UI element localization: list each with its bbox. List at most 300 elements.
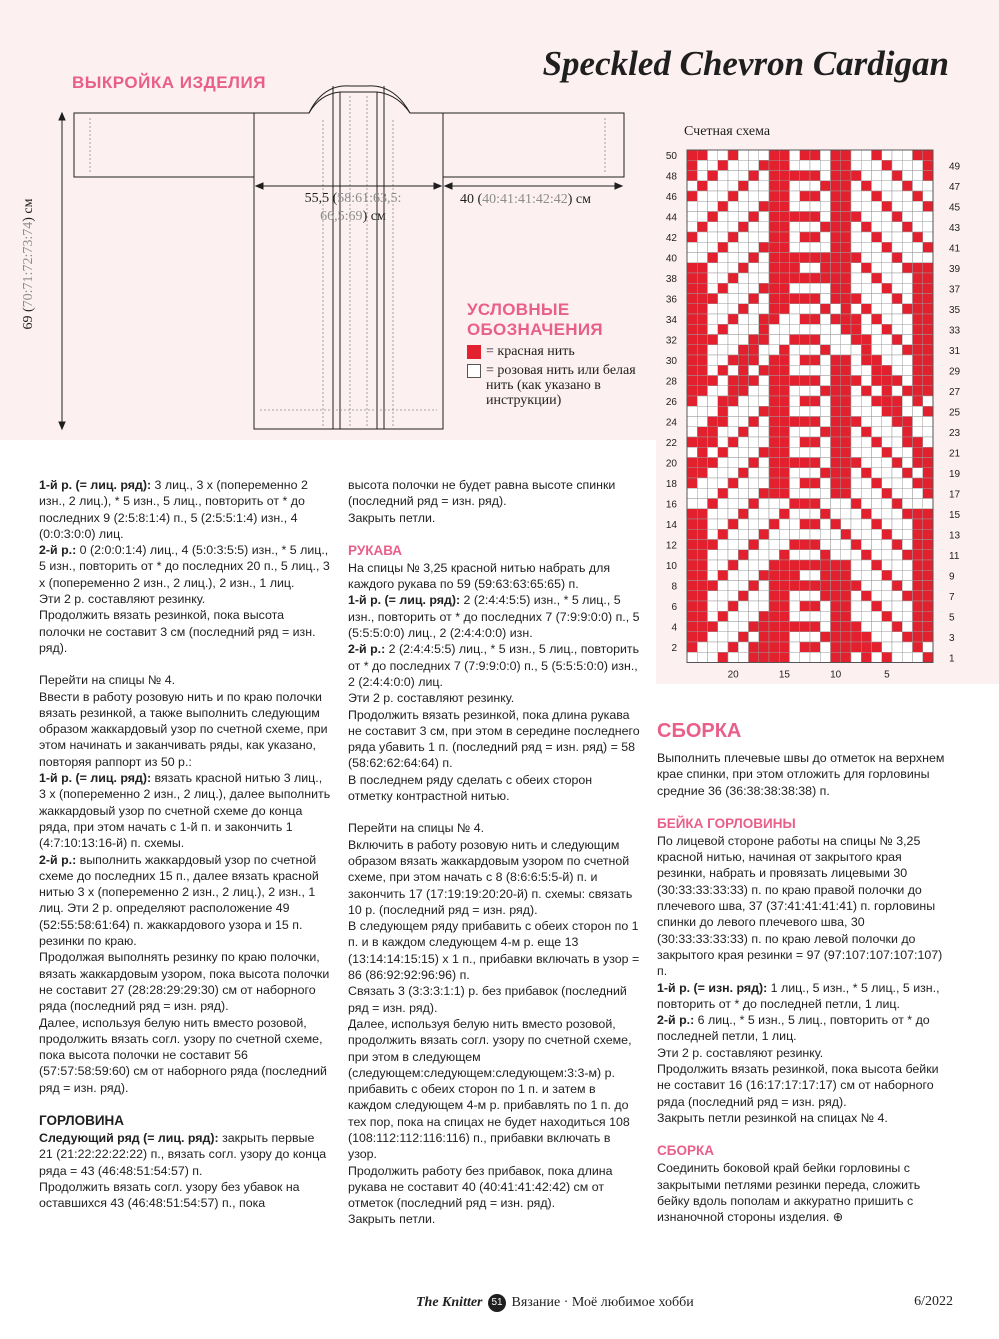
chart-cell (769, 160, 779, 170)
chart-cell (738, 447, 748, 457)
chart-row-label: 26 (665, 397, 677, 409)
chart-cell (831, 396, 841, 406)
chart-row-label: 44 (665, 212, 677, 224)
chart-cell (749, 499, 759, 509)
chart-cell (708, 376, 718, 386)
chart-row-label: 24 (665, 417, 677, 429)
chart-cell (851, 642, 861, 652)
chart-cell (882, 417, 892, 427)
chart-cell (913, 242, 923, 252)
chart-cell (779, 283, 789, 293)
chart-cell (872, 355, 882, 365)
chart-cell (810, 314, 820, 324)
chart-cell (923, 509, 933, 519)
chart-cell (810, 611, 820, 621)
chart-cell (923, 642, 933, 652)
chart-cell (769, 468, 779, 478)
chart-cell (831, 314, 841, 324)
chart-cell (841, 458, 851, 468)
chart-cell (851, 458, 861, 468)
chart-cell (902, 560, 912, 570)
chart-cell (749, 201, 759, 211)
chart-cell (892, 478, 902, 488)
chart-cell (697, 273, 707, 283)
chart-cell (913, 499, 923, 509)
chart-cell (841, 335, 851, 345)
chart-cell (728, 406, 738, 416)
chart-cell (851, 201, 861, 211)
chart-cell (697, 365, 707, 375)
chart-cell (759, 550, 769, 560)
chart-cell (708, 314, 718, 324)
chart-cell (687, 396, 697, 406)
chart-cell (697, 181, 707, 191)
chart-cell (831, 304, 841, 314)
chart-cell (718, 396, 728, 406)
chart-cell (749, 273, 759, 283)
chart-cell (902, 427, 912, 437)
chart-cell (851, 160, 861, 170)
chart-cell (913, 529, 923, 539)
chart-cell (697, 242, 707, 252)
chart-cell (759, 488, 769, 498)
chart-cell (810, 355, 820, 365)
chart-cell (708, 160, 718, 170)
chart-cell (728, 171, 738, 181)
chart-row-label: 42 (665, 233, 677, 245)
chart-cell (790, 622, 800, 632)
chart-cell (769, 570, 779, 580)
chart-cell (902, 324, 912, 334)
chart-cell (738, 273, 748, 283)
chart-cell (872, 232, 882, 242)
chart-cell (728, 242, 738, 252)
chart-cell (687, 253, 697, 263)
chart-row-label: 50 (665, 151, 677, 163)
chart-cell (913, 396, 923, 406)
chart-cell (738, 324, 748, 334)
chart-cell (841, 181, 851, 191)
chart-cell (718, 314, 728, 324)
chart-cell (851, 386, 861, 396)
chart-cell (882, 345, 892, 355)
chart-cell (769, 509, 779, 519)
chart-cell (872, 550, 882, 560)
chart-cell (687, 468, 697, 478)
chart-cell (738, 529, 748, 539)
chart-cell (800, 181, 810, 191)
chart-cell (790, 263, 800, 273)
chart-cell (759, 529, 769, 539)
chart-cell (769, 591, 779, 601)
chart-cell (851, 283, 861, 293)
chart-cell (749, 335, 759, 345)
chart-cell (902, 417, 912, 427)
chart-cell (779, 437, 789, 447)
chart-cell (800, 376, 810, 386)
chart-row-label: 35 (949, 304, 961, 316)
chart-cell (738, 160, 748, 170)
chart-cell (697, 345, 707, 355)
chart-cell (769, 622, 779, 632)
chart-row-label: 11 (949, 550, 960, 562)
chart-cell (820, 232, 830, 242)
chart-row-label: 46 (665, 192, 677, 204)
chart-cell (810, 458, 820, 468)
chart-cell (892, 550, 902, 560)
chart-cell (892, 324, 902, 334)
chart-cell (708, 191, 718, 201)
chart-cell (831, 253, 841, 263)
chart-cell (749, 447, 759, 457)
chart-cell (923, 406, 933, 416)
chart-cell (810, 324, 820, 334)
chart-cell (810, 242, 820, 252)
chart-cell (790, 499, 800, 509)
chart-cell (769, 253, 779, 263)
chart-cell (831, 222, 841, 232)
chart-cell (728, 365, 738, 375)
chart-cell (902, 242, 912, 252)
chart-cell (708, 304, 718, 314)
chart-cell (902, 253, 912, 263)
chart-cell (708, 540, 718, 550)
chart-cell (820, 417, 830, 427)
chart-cell (841, 386, 851, 396)
chart-cell (810, 509, 820, 519)
chart-cell (687, 283, 697, 293)
footer-brand: The Knitter 51 Вязание · Моё любимое хобби (416, 1295, 694, 1311)
chart-cell (913, 488, 923, 498)
chart-cell (749, 540, 759, 550)
chart-cell (728, 447, 738, 457)
chart-cell (800, 447, 810, 457)
chart-cell (718, 560, 728, 570)
chart-cell (708, 509, 718, 519)
chart-cell (800, 437, 810, 447)
chart-cell (728, 591, 738, 601)
chart-cell (913, 611, 923, 621)
chart-cell (708, 488, 718, 498)
chart-cell (687, 201, 697, 211)
chart-cell (759, 437, 769, 447)
chart-cell (769, 201, 779, 211)
chart-cell (882, 160, 892, 170)
chart-cell (861, 427, 871, 437)
chart-cell (820, 150, 830, 160)
chart-cell (749, 406, 759, 416)
chart-cell (892, 519, 902, 529)
chart-cell (861, 529, 871, 539)
chart-cell (728, 601, 738, 611)
chart-cell (831, 581, 841, 591)
chart-cell (872, 591, 882, 601)
chart-cell (902, 304, 912, 314)
chart-cell (718, 529, 728, 539)
chart-cell (800, 591, 810, 601)
chart-cell (779, 324, 789, 334)
chart-cell (697, 232, 707, 242)
chart-cell (759, 191, 769, 201)
chart-cell (923, 263, 933, 273)
chart-cell (820, 406, 830, 416)
chart-cell (831, 283, 841, 293)
chart-cell (902, 488, 912, 498)
chart-cell (800, 160, 810, 170)
chart-cell (841, 468, 851, 478)
chart-row-label: 7 (949, 591, 955, 603)
chart-cell (923, 212, 933, 222)
chart-cell (708, 181, 718, 191)
chart-cell (831, 509, 841, 519)
chart-cell (902, 437, 912, 447)
chart-cell (800, 283, 810, 293)
chart-cell (923, 601, 933, 611)
chart-cell (769, 488, 779, 498)
chart-cell (841, 427, 851, 437)
chart-cell (738, 550, 748, 560)
chart-cell (728, 181, 738, 191)
chart-cell (841, 570, 851, 580)
chart-cell (738, 417, 748, 427)
chart-cell (831, 150, 841, 160)
chart-cell (810, 386, 820, 396)
chart-cell (687, 335, 697, 345)
chart-cell (913, 191, 923, 201)
chart-cell (779, 181, 789, 191)
chart-cell (749, 591, 759, 601)
chart-cell (697, 458, 707, 468)
chart-cell (790, 570, 800, 580)
chart-cell (687, 273, 697, 283)
chart-cell (841, 550, 851, 560)
chart-cell (892, 437, 902, 447)
chart-cell (779, 601, 789, 611)
chart-cell (790, 406, 800, 416)
chart-cell (790, 417, 800, 427)
chart-cell (913, 232, 923, 242)
chart-cell (790, 212, 800, 222)
chart-cell (841, 581, 851, 591)
chart-cell (790, 632, 800, 642)
chart-cell (820, 550, 830, 560)
chart-cell (872, 652, 882, 662)
chart-cell (831, 232, 841, 242)
chart-cell (851, 509, 861, 519)
chart-cell (749, 314, 759, 324)
chart-cell (851, 304, 861, 314)
chart-cell (800, 171, 810, 181)
chart-cell (841, 396, 851, 406)
chart-cell (779, 171, 789, 181)
chart-cell (872, 458, 882, 468)
chart-cell (800, 253, 810, 263)
chart-row-label: 2 (671, 643, 677, 655)
chart-cell (708, 273, 718, 283)
chart-cell (872, 560, 882, 570)
chart-cell (769, 427, 779, 437)
chart-cell (759, 540, 769, 550)
chart-cell (882, 314, 892, 324)
chart-cell (708, 283, 718, 293)
chart-cell (769, 150, 779, 160)
chart-cell (697, 253, 707, 263)
chart-stitch-label: 5 (884, 669, 890, 681)
chart-cell (810, 335, 820, 345)
chart-cell (779, 376, 789, 386)
chart-cell (892, 447, 902, 457)
chart-cell (779, 642, 789, 652)
chart-cell (687, 642, 697, 652)
chart-cell (708, 427, 718, 437)
chart-cell (697, 591, 707, 601)
chart-row-label: 17 (949, 489, 961, 501)
chart-cell (841, 273, 851, 283)
chart-cell (718, 242, 728, 252)
chart-cell (708, 263, 718, 273)
chart-cell (728, 222, 738, 232)
chart-cell (708, 437, 718, 447)
chart-cell (687, 550, 697, 560)
chart-cell (790, 283, 800, 293)
chart-cell (790, 253, 800, 263)
chart-cell (738, 601, 748, 611)
chart-cell (728, 550, 738, 560)
chart-cell (851, 263, 861, 273)
chart-cell (902, 529, 912, 539)
chart-cell (708, 324, 718, 334)
chart-row-label: 1 (949, 653, 955, 665)
chart-cell (728, 611, 738, 621)
chart-cell (861, 570, 871, 580)
chart-cell (882, 396, 892, 406)
chart-cell (841, 283, 851, 293)
chart-cell (769, 304, 779, 314)
chart-cell (800, 386, 810, 396)
chart-cell (708, 406, 718, 416)
chart-cell (687, 386, 697, 396)
chart-cell (831, 468, 841, 478)
chart-cell (718, 519, 728, 529)
chart-cell (872, 488, 882, 498)
chart-cell (769, 652, 779, 662)
chart-cell (913, 417, 923, 427)
chart-cell (841, 488, 851, 498)
chart-cell (820, 509, 830, 519)
chart-cell (810, 304, 820, 314)
chart-cell (913, 406, 923, 416)
chart-cell (738, 263, 748, 273)
chart-cell (687, 632, 697, 642)
chart-cell (779, 581, 789, 591)
chart-cell (923, 273, 933, 283)
chart-cell (872, 253, 882, 263)
section-heading-sleeves: РУКАВА (348, 542, 403, 558)
body-width-measure: 55,5 (58:61:63,5: 66,5:69) см (304, 191, 402, 224)
chart-cell (831, 519, 841, 529)
chart-cell (902, 181, 912, 191)
chart-cell (769, 642, 779, 652)
chart-cell (790, 171, 800, 181)
chart-cell (851, 345, 861, 355)
chart-cell (902, 314, 912, 324)
chart-cell (810, 519, 820, 529)
chart-cell (872, 181, 882, 191)
chart-cell (800, 365, 810, 375)
chart-cell (913, 314, 923, 324)
chart-cell (790, 232, 800, 242)
chart-cell (687, 294, 697, 304)
chart-cell (759, 273, 769, 283)
chart-cell (708, 355, 718, 365)
chart-cell (923, 591, 933, 601)
chart-cell (841, 642, 851, 652)
chart-cell (861, 345, 871, 355)
chart-cell (913, 652, 923, 662)
chart-cell (759, 499, 769, 509)
chart-row-label: 40 (665, 253, 677, 265)
chart-cell (820, 355, 830, 365)
chart-cell (902, 212, 912, 222)
chart-cell (820, 171, 830, 181)
chart-cell (820, 478, 830, 488)
chart-cell (923, 550, 933, 560)
chart-cell (851, 622, 861, 632)
chart-cell (861, 314, 871, 324)
chart-cell (718, 335, 728, 345)
chart-cell (800, 529, 810, 539)
chart-row-label: 18 (665, 479, 677, 491)
chart-cell (872, 406, 882, 416)
chart-cell (810, 212, 820, 222)
chart-cell (820, 447, 830, 457)
chart-cell (810, 253, 820, 263)
chart-cell (749, 509, 759, 519)
chart-cell (708, 335, 718, 345)
chart-cell (697, 478, 707, 488)
chart-cell (728, 529, 738, 539)
chart-cell (769, 437, 779, 447)
chart-cell (882, 191, 892, 201)
chart-cell (902, 550, 912, 560)
chart-cell (759, 652, 769, 662)
chart-cell (851, 171, 861, 181)
chart-cell (913, 386, 923, 396)
chart-cell (790, 345, 800, 355)
chart-cell (738, 509, 748, 519)
chart-cell (718, 622, 728, 632)
chart-cell (800, 335, 810, 345)
chart-cell (913, 365, 923, 375)
chart-cell (902, 222, 912, 232)
chart-cell (738, 376, 748, 386)
chart-cell (718, 171, 728, 181)
chart-cell (759, 622, 769, 632)
chart-cell (738, 201, 748, 211)
chart-cell (728, 437, 738, 447)
chart-cell (882, 150, 892, 160)
chart-cell (902, 642, 912, 652)
chart-cell (851, 273, 861, 283)
chart-cell (831, 171, 841, 181)
chart-cell (820, 365, 830, 375)
chart-cell (892, 591, 902, 601)
chart-cell (738, 611, 748, 621)
chart-cell (779, 406, 789, 416)
chart-cell (697, 632, 707, 642)
chart-cell (882, 171, 892, 181)
chart-cell (851, 150, 861, 160)
